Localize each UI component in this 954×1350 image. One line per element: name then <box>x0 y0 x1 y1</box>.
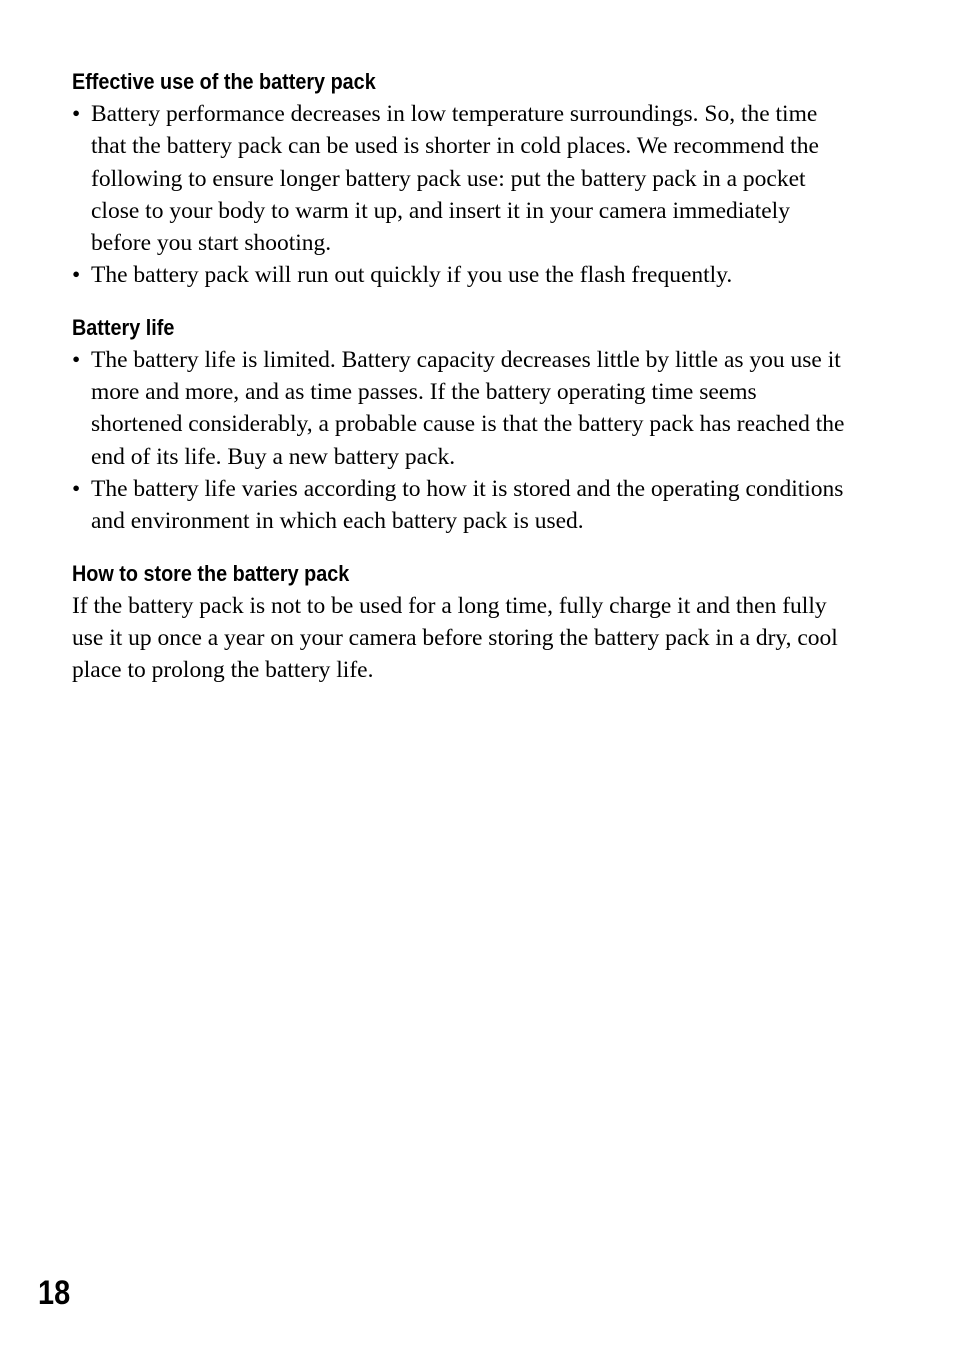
section-heading: Battery life <box>72 314 175 340</box>
bullet-text: The battery life varies according to how it is stored and the operating conditions and environment in which each battery pack is used. <box>91 475 844 535</box>
page-number: 18 <box>38 1274 71 1312</box>
bullet-icon: • <box>72 346 81 373</box>
bullet-list <box>72 98 852 292</box>
bullet-item <box>72 473 852 538</box>
section-how-to-store <box>72 558 852 687</box>
section-effective-use <box>72 66 852 292</box>
section-battery-life <box>72 312 852 538</box>
bullet-icon: • <box>72 101 81 127</box>
section-heading: Effective use of the battery pack <box>72 69 376 94</box>
bullet-icon: • <box>72 262 81 289</box>
bullet-text: Battery performance decreases in low temperature surroundings. So, the time that the battery pack can be used is shorter in cold places. We recommend the following to ensure longer battery pack use: put the battery pack in a pocket close to your body to warm it up, and insert it in your camera immediately before you start shooting. <box>91 101 819 257</box>
bullet-icon: • <box>72 475 81 502</box>
bullet-item <box>72 98 852 259</box>
bullet-item <box>72 344 852 473</box>
page-content <box>72 66 852 706</box>
section-heading: How to store the battery pack <box>72 560 350 586</box>
bullet-text: The battery life is limited. Battery capacity decreases little by little as you use it more and more, and as time passes. If the battery operating time seems shortened considerably, a probable cause is that the battery pack has reached the end of its life. Buy a new battery pack. <box>91 346 845 470</box>
bullet-item <box>72 259 852 291</box>
section-paragraph: If the battery pack is not to be used for a long time, fully charge it and then fully use it up once a year on your camera before storing the battery pack in a dry, cool place to prolong the battery life. <box>72 592 838 684</box>
bullet-text: The battery pack will run out quickly if you use the flash frequently. <box>91 262 733 289</box>
bullet-list <box>72 344 852 538</box>
